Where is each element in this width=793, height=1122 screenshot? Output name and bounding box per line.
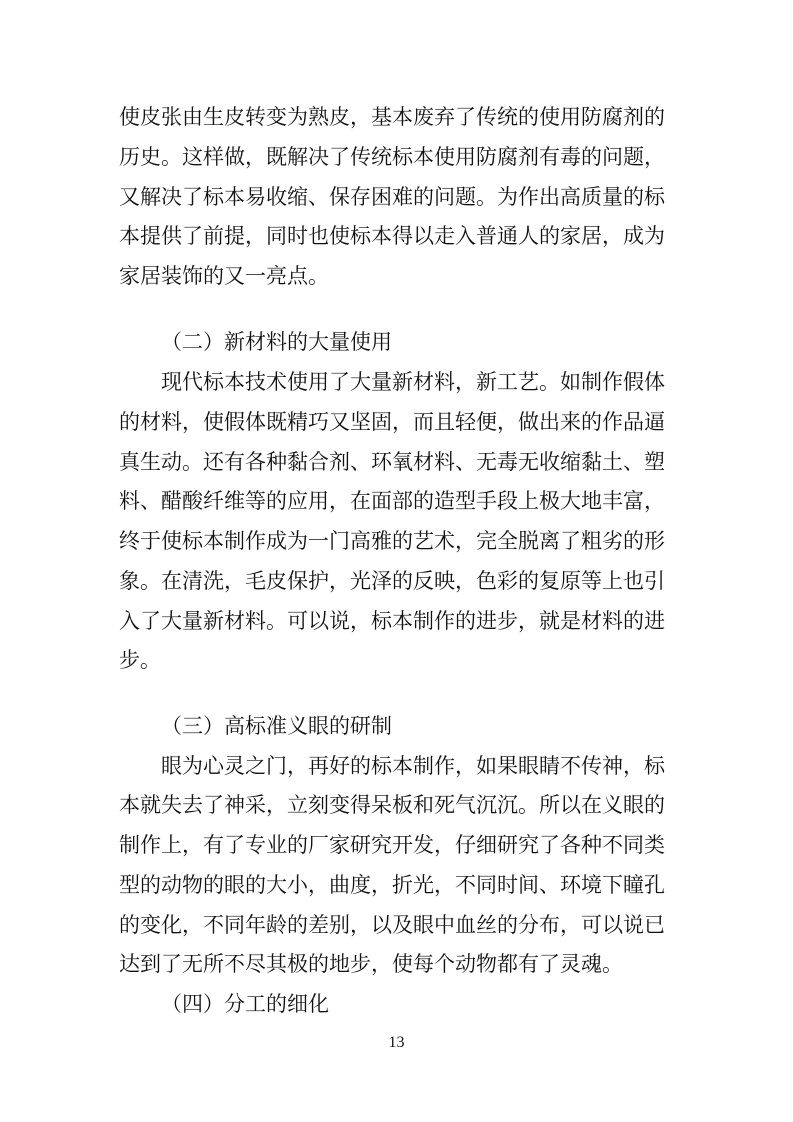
text-line: 眼为心灵之门，再好的标本制作，如果眼睛不传神，标	[161, 754, 665, 778]
text-line: 真生动。还有各种黏合剂、环氧材料、无毒无收缩黏土、塑	[119, 450, 665, 474]
text-line: 达到了无所不尽其极的地步，使每个动物都有了灵魂。	[119, 952, 623, 976]
text-line: 步。	[119, 648, 161, 672]
text-line: 本就失去了神采，立刻变得呆板和死气沉沉。所以在义眼的	[119, 793, 665, 817]
section-heading: （二）新材料的大量使用	[161, 330, 392, 354]
text-line: 的变化，不同年龄的差别，以及眼中血丝的分布，可以说已	[119, 913, 665, 937]
text-line: 的材料，使假体既精巧又坚固，而且轻便，做出来的作品逼	[119, 410, 665, 434]
text-line: 又解决了标本易收缩、保存困难的问题。为作出高质量的标	[119, 185, 665, 209]
text-line: 终于使标本制作成为一门高雅的艺术，完全脱离了粗劣的形	[119, 529, 665, 553]
text-line: 现代标本技术使用了大量新材料，新工艺。如制作假体	[161, 370, 665, 394]
text-line: 制作上，有了专业的厂家研究开发，仔细研究了各种不同类	[119, 833, 665, 857]
section-heading: （四）分工的细化	[161, 992, 329, 1016]
text-line: 象。在清洗，毛皮保护，光泽的反映，色彩的复原等上也引	[119, 569, 665, 593]
text-line: 历史。这样做，既解决了传统标本使用防腐剂有毒的问题，	[119, 145, 665, 169]
section-heading: （三）高标准义眼的研制	[161, 714, 392, 738]
page-number: 13	[388, 1034, 405, 1051]
text-line: 使皮张由生皮转变为熟皮，基本废弃了传统的使用防腐剂的	[119, 105, 665, 129]
text-line: 本提供了前提，同时也使标本得以走入普通人的家居，成为	[119, 224, 665, 248]
text-line: 入了大量新材料。可以说，标本制作的进步，就是材料的进	[119, 609, 665, 633]
text-line: 家居装饰的又一亮点。	[119, 264, 329, 288]
text-line: 料、醋酸纤维等的应用，在面部的造型手段上极大地丰富，	[119, 489, 665, 513]
text-line: 型的动物的眼的大小，曲度，折光，不同时间、环境下瞳孔	[119, 873, 665, 897]
